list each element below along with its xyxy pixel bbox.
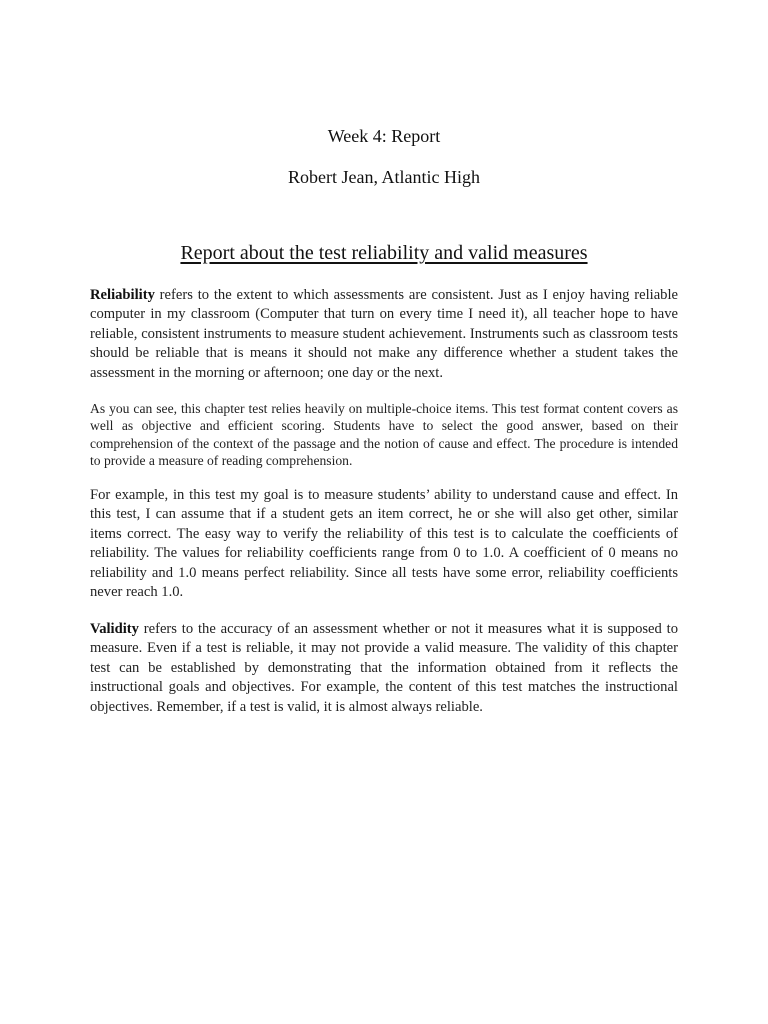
validity-term: Validity — [90, 621, 139, 637]
reliability-term: Reliability — [90, 287, 155, 303]
week-title: Week 4: Report — [327, 126, 441, 146]
example-paragraph: For example, in this test my goal is to measure students’ ability to understand cause and effect. In this test, I can assume that if a student gets an item correct, he or she will also get other, similar items correct. The easy way to verify the reliability of this test is to calculate the coefficients of reliability. The values for reliability coefficients range from 0 to 1.0. A coefficient of 0 means no reliability and 1.0 means perfect reliability. Since all tests have some error, reliability coefficients never reach 1.0. — [90, 487, 678, 601]
reliability-paragraph — [90, 286, 678, 383]
author-line: Robert Jean, Atlantic High — [288, 167, 480, 187]
reliability-text: refers to the extent to which assessments are consistent. Just as I enjoy having reliable computer in my classroom (Computer that turn on every time I need it), all teacher hope to have reliable, consistent instruments to measure student achievement. Instruments such as classroom tests should be reliable that is means it should not make any difference whether a student takes the assessment in the morning or afternoon; one day or the next. — [90, 287, 678, 381]
report-title: Report about the test reliability and valid measures — [180, 242, 588, 264]
chapter-test-paragraph: As you can see, this chapter test relies heavily on multiple-choice items. This test format content covers as well as objective and efficient scoring. Students have to select the good answer, based on their comprehension of the context of the passage and the notion of cause and effect. The procedure is intended to provide a measure of reading comprehension. — [90, 401, 678, 469]
validity-text: refers to the accuracy of an assessment whether or not it measures what it is supposed to measure. Even if a test is reliable, it may not provide a valid measure. The validity of this chapter test can be established by demonstrating that the information obtained from it reflects the instructional goals and objectives. For example, the content of this test matches the instructional objectives. Remember, if a test is valid, it is almost always reliable. — [90, 621, 678, 715]
validity-paragraph — [90, 620, 678, 717]
